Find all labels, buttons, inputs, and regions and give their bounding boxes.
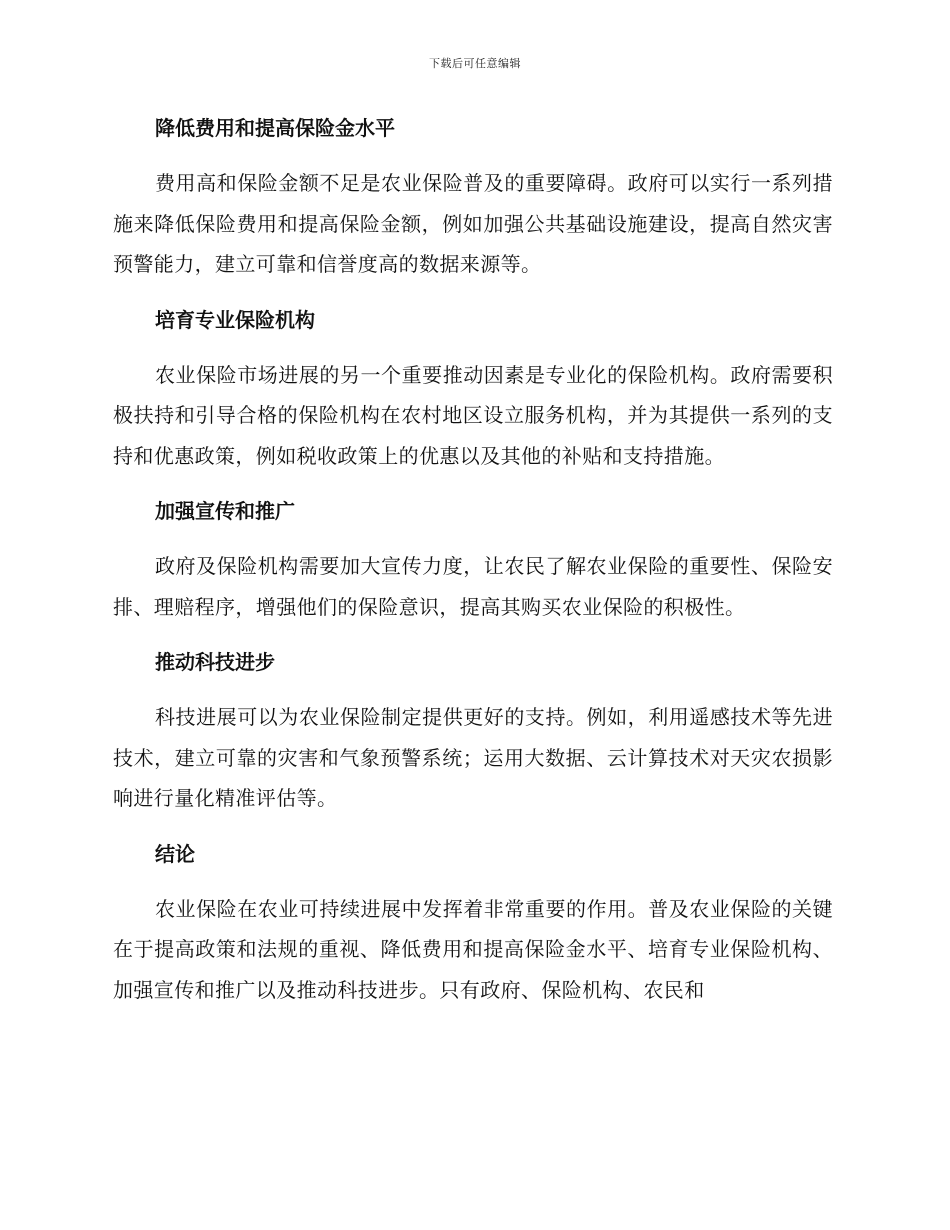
section-heading: 推动科技进步 xyxy=(155,650,275,674)
section-professional-institutions xyxy=(113,300,833,477)
page-header: 下载后可任意编辑 xyxy=(429,57,521,70)
section-reduce-costs xyxy=(113,108,833,285)
section-publicity xyxy=(113,491,833,627)
section-heading: 结论 xyxy=(155,841,195,866)
section-heading: 降低费用和提高保险金水平 xyxy=(155,116,395,140)
section-heading: 加强宣传和推广 xyxy=(155,499,295,523)
section-heading: 培育专业保险机构 xyxy=(155,307,315,332)
section-conclusion xyxy=(113,834,833,1011)
document-body xyxy=(113,108,833,1025)
section-technology xyxy=(113,642,833,819)
section-paragraph: 政府及保险机构需要加大宣传力度，让农民了解农业保险的重要性、保险安排、理赔程序，增强他们的保险意识，提高其购买农业保险的积极性。 xyxy=(113,554,833,619)
section-paragraph: 农业保险在农业可持续进展中发挥着非常重要的作用。普及农业保险的关键在于提高政策和法规的重视、降低费用和提高保险金水平、培育专业保险机构、加强宣传和推广以及推动科技进步。只有政府、保险机构、农民和 xyxy=(113,896,833,1002)
section-paragraph: 农业保险市场进展的另一个重要推动因素是专业化的保险机构。政府需要积极扶持和引导合格的保险机构在农村地区设立服务机构，并为其提供一系列的支持和优惠政策，例如税收政策上的优惠以及其他的补贴和支持措施。 xyxy=(113,362,833,468)
section-paragraph: 费用高和保险金额不足是农业保险普及的重要障碍。政府可以实行一系列措施来降低保险费用和提高保险金额，例如加强公共基础设施建设，提高自然灾害预警能力，建立可靠和信誉度高的数据来源等。 xyxy=(113,171,833,276)
section-paragraph: 科技进展可以为农业保险制定提供更好的支持。例如，利用遥感技术等先进技术，建立可靠的灾害和气象预警系统；运用大数据、云计算技术对天灾农损影响进行量化精准评估等。 xyxy=(113,705,833,810)
